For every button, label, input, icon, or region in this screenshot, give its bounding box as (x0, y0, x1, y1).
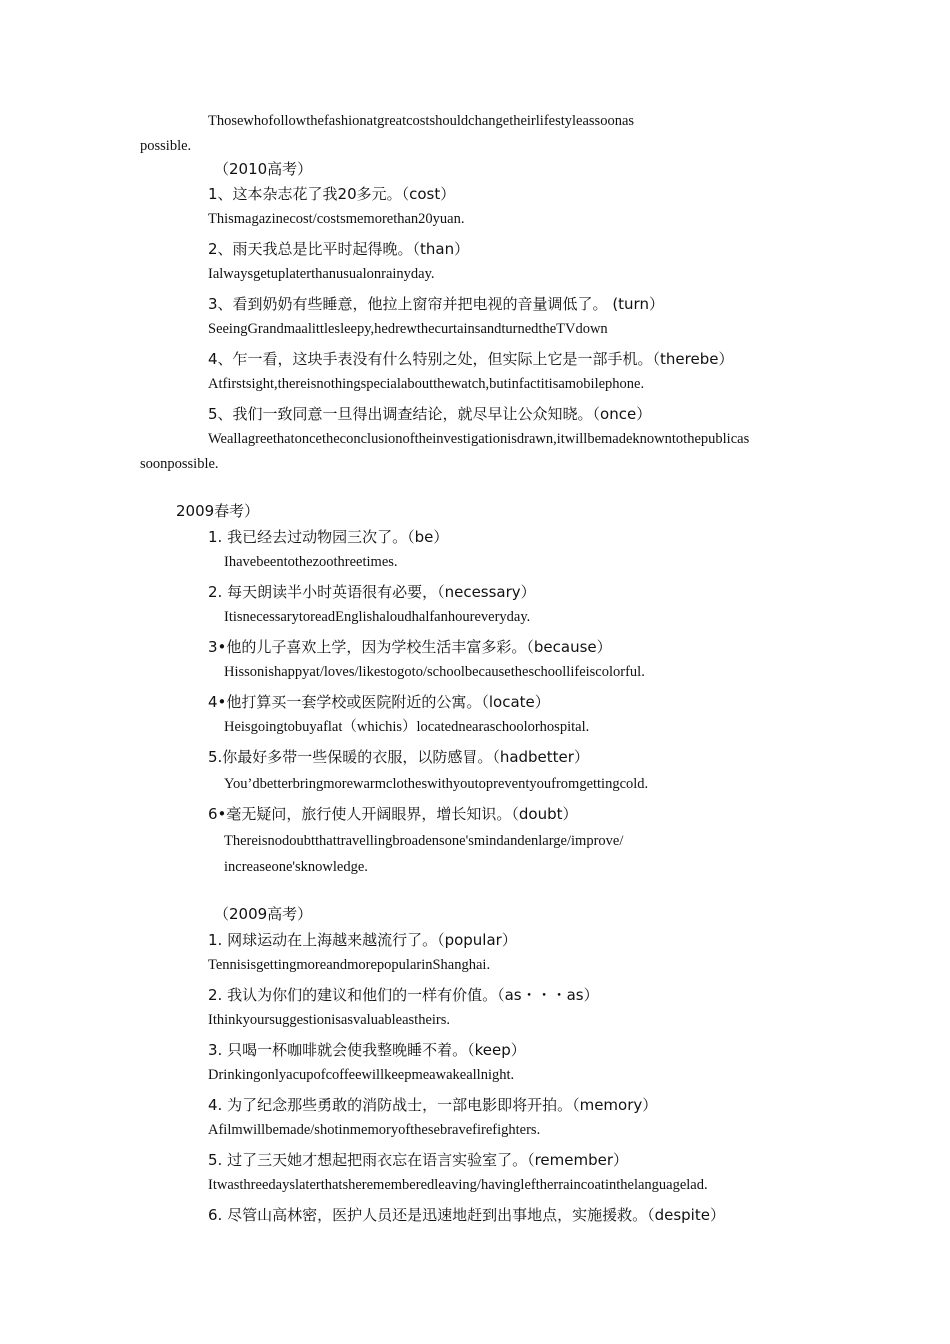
question-text: 5、我们一致同意一旦得出调查结论，就尽早让公众知晓。（once） (208, 405, 652, 423)
answer-text-continued: soonpossible. (140, 456, 219, 472)
question-text: 5.你最好多带一些保暖的衣服，以防感冒。（hadbetter） (208, 748, 589, 766)
section-heading-2009-spring: 2009春考） (176, 502, 260, 520)
answer-text: Drinkingonlyacupofcoffeewillkeepmeawakeallnight. (208, 1067, 515, 1083)
answer-text-continued: increaseone'sknowledge. (224, 859, 368, 875)
answer-text: ItisnecessarytoreadEnglishaloudhalfanhoureveryday. (224, 609, 531, 625)
intro-line-1: Thosewhofollowthefashionatgreatcostshouldchangetheirlifestyleassoonas (208, 113, 635, 129)
question-text: 3、看到奶奶有些睡意，他拉上窗帘并把电视的音量调低了。 (turn） (208, 295, 664, 313)
question-text: 2. 每天朗读半小时英语很有必要，（necessary） (208, 583, 536, 601)
answer-text: Thereisnodoubtthattravellingbroadensone'smindandenlarge/improve/ (224, 833, 624, 849)
intro-line-2: possible. (140, 138, 192, 154)
answer-text: Atfirstsight,thereisnothingspecialaboutthewatch,butinfactitisamobilephone. (208, 376, 645, 392)
answer-text: Ihavebeentothezoothreetimes. (224, 554, 398, 570)
question-text: 4. 为了纪念那些勇敢的消防战士，一部电影即将开拍。（memory） (208, 1096, 658, 1114)
question-text: 4•他打算买一套学校或医院附近的公寓。（locate） (208, 693, 550, 711)
question-text: 1、这本杂志花了我20多元。（cost） (208, 185, 456, 203)
section-heading-2009: （2009高考） (214, 905, 313, 923)
answer-text: Ialwaysgetuplaterthanusualonrainyday. (208, 266, 435, 282)
answer-text: TennisisgettingmoreandmorepopularinShanghai. (208, 957, 491, 973)
question-text: 5. 过了三天她才想起把雨衣忘在语言实验室了。（remember） (208, 1151, 629, 1169)
question-text: 3. 只喝一杯咖啡就会使我整晚睡不着。（keep） (208, 1041, 526, 1059)
answer-text: Hissonishappyat/loves/likestogoto/schoolbecausetheschoollifeiscolorful. (224, 664, 645, 680)
answer-text: Ithinkyoursuggestionisasvaluableastheirs. (208, 1012, 451, 1028)
answer-text: You’dbetterbringmorewarmclotheswithyoutopreventyoufromgettingcold. (224, 776, 649, 792)
answer-text: Afilmwillbemade/shotinmemoryofthesebravefirefighters. (208, 1122, 541, 1138)
question-text: 3•他的儿子喜欢上学，因为学校生活丰富多彩。（because） (208, 638, 612, 656)
question-text: 4、乍一看，这块手表没有什么特别之处，但实际上它是一部手机。（therebe） (208, 350, 734, 368)
answer-text: Thismagazinecost/costsmemorethan20yuan. (208, 211, 465, 227)
answer-text: Weallagreethatoncetheconclusionoftheinvestigationisdrawn,itwillbemadeknowntothepublicas (208, 431, 750, 447)
question-text: 1. 网球运动在上海越来越流行了。（popular） (208, 931, 517, 949)
section-heading-2010: （2010高考） (214, 160, 313, 178)
question-text: 2. 我认为你们的建议和他们的一样有价值。（as・・・as） (208, 986, 599, 1004)
question-text: 1. 我已经去过动物园三次了。（be） (208, 528, 449, 546)
answer-text: Heisgoingtobuyaflat（whichis）locatednearaschoolorhospital. (224, 719, 590, 735)
question-text: 6. 尽管山高林密，医护人员还是迅速地赶到出事地点，实施援救。（despite） (208, 1206, 725, 1224)
answer-text: SeeingGrandmaalittlesleepy,hedrewthecurtainsandturnedtheTVdown (208, 321, 608, 337)
question-text: 2、雨天我总是比平时起得晚。（than） (208, 240, 470, 258)
question-text: 6•毫无疑问，旅行使人开阔眼界，增长知识。（doubt） (208, 805, 578, 823)
answer-text: Itwasthreedayslaterthatsherememberedleaving/havingleftherraincoatinthelanguagelad. (208, 1177, 708, 1193)
